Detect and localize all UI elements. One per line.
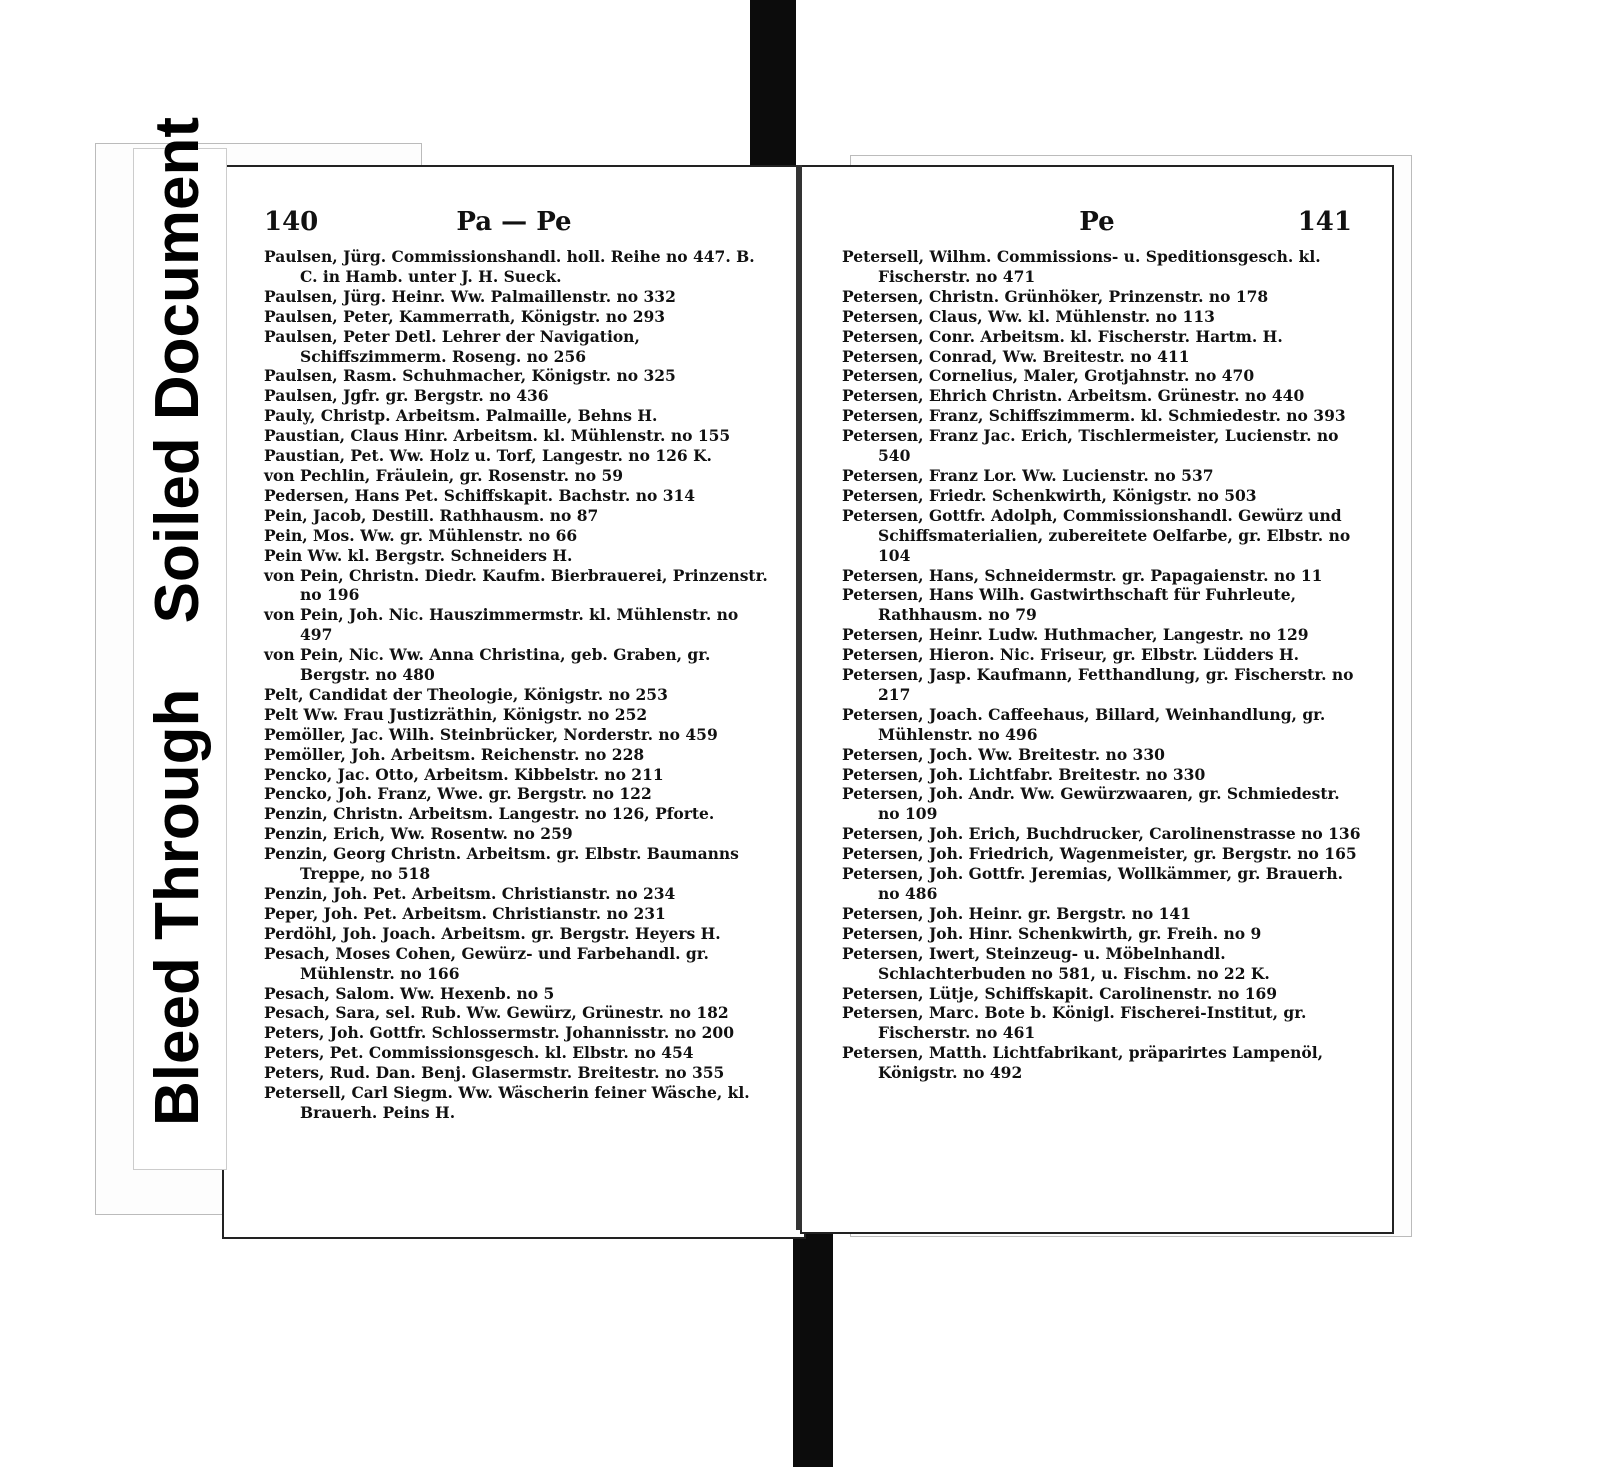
directory-entry: Perdöhl, Joh. Joach. Arbeitsm. gr. Bergstr. Heyers H. <box>264 923 721 943</box>
directory-entry: Paulsen, Jgfr. gr. Bergstr. no 436 <box>264 386 549 406</box>
directory-entry: Paustian, Pet. Ww. Holz u. Torf, Langestr. no 126 K. <box>264 446 712 466</box>
stamp-label-bleed-through: Bleed Through <box>143 688 212 1126</box>
directory-entry: Penzin, Joh. Pet. Arbeitsm. Christianstr. no 234 <box>264 884 676 903</box>
directory-entry: Petersen, Marc. Bote b. Königl. Fischerei-Institut, gr. Fischerstr. no 461 <box>842 1003 1307 1043</box>
directory-entry: Penzin, Georg Christn. Arbeitsm. gr. Elbstr. Baumanns Treppe, no 518 <box>264 844 739 884</box>
directory-entry: von Pein, Joh. Nic. Hauszimmermstr. kl. Mühlenstr. no 497 <box>264 605 739 645</box>
directory-entry: von Pein, Nic. Ww. Anna Christina, geb. Graben, gr. Bergstr. no 480 <box>264 645 711 685</box>
directory-entry: Pein, Jacob, Destill. Rathhausm. no 87 <box>264 505 599 525</box>
directory-entry: Pauly, Christp. Arbeitsm. Palmaille, Behns H. <box>264 406 658 426</box>
directory-entry: Paulsen, Peter, Kammerrath, Königstr. no 293 <box>264 306 666 326</box>
directory-entry: Petersen, Jasp. Kaufmann, Fetthandlung, gr. Fischerstr. no 217 <box>842 665 1354 704</box>
directory-entry: Petersen, Hans, Schneidermstr. gr. Papagaienstr. no 11 <box>842 565 1323 585</box>
directory-entry: Paustian, Claus Hinr. Arbeitsm. kl. Mühlenstr. no 155 <box>264 426 731 446</box>
directory-entry: Petersen, Christn. Grünhöker, Prinzenstr. no 178 <box>842 286 1269 306</box>
left-page-header <box>264 207 764 243</box>
directory-entry: Petersen, Matth. Lichtfabrikant, präparirtes Lampenöl, Königstr. no 492 <box>842 1043 1324 1083</box>
directory-entry: Petersen, Franz, Schiffszimmerm. kl. Schmiedestr. no 393 <box>842 406 1346 426</box>
directory-entry: Petersen, Conrad, Ww. Breitestr. no 411 <box>842 346 1190 366</box>
right-page <box>800 165 1394 1234</box>
directory-entry: Petersen, Joh. Friedrich, Wagenmeister, gr. Bergstr. no 165 <box>842 844 1357 864</box>
directory-entry: Petersen, Hieron. Nic. Friseur, gr. Elbstr. Lüdders H. <box>842 645 1300 665</box>
directory-entry: Petersen, Friedr. Schenkwirth, Königstr. no 503 <box>842 485 1257 505</box>
directory-entry: Petersen, Claus, Ww. kl. Mühlenstr. no 113 <box>842 306 1215 326</box>
directory-entry: Petersell, Carl Siegm. Ww. Wäscherin feiner Wäsche, kl. Brauerh. Peins H. <box>264 1083 750 1122</box>
directory-entry: Petersen, Joh. Andr. Ww. Gewürzwaaren, gr. Schmiedestr. no 109 <box>842 784 1340 824</box>
directory-entry: Pesach, Moses Cohen, Gewürz- und Farbehandl. gr. Mühlenstr. no 166 <box>264 943 709 983</box>
directory-entry: Penzin, Erich, Ww. Rosentw. no 259 <box>264 824 573 844</box>
directory-entry: Pencko, Jac. Otto, Arbeitsm. Kibbelstr. no 211 <box>264 764 664 784</box>
directory-entry: Pencko, Joh. Franz, Wwe. gr. Bergstr. no 122 <box>264 784 652 804</box>
gutter-shadow <box>796 165 802 1230</box>
directory-entry: Penzin, Christn. Arbeitsm. Langestr. no 126, Pforte. <box>264 804 715 824</box>
directory-entry: Petersen, Ehrich Christn. Arbeitsm. Grünestr. no 440 <box>842 386 1305 406</box>
directory-entry: Petersen, Joh. Erich, Buchdrucker, Carolinenstrasse no 136 <box>842 824 1361 844</box>
directory-entry: von Pechlin, Fräulein, gr. Rosenstr. no 59 <box>264 465 624 485</box>
directory-entry: Petersen, Iwert, Steinzeug- u. Möbelnhandl. Schlachterbuden no 581, u. Fischm. no 22 K. <box>842 943 1270 983</box>
right-page-entries <box>842 247 1364 1083</box>
directory-entry: Peters, Pet. Commissionsgesch. kl. Elbstr. no 454 <box>264 1043 694 1063</box>
directory-entry: Petersen, Lütje, Schiffskapit. Carolinenstr. no 169 <box>842 983 1278 1003</box>
binding-spine-top <box>750 0 796 165</box>
directory-entry: Petersell, Wilhm. Commissions- u. Speditionsgesch. kl. Fischerstr. no 471 <box>842 247 1321 286</box>
directory-entry: Paulsen, Jürg. Heinr. Ww. Palmaillenstr. no 332 <box>264 286 676 306</box>
directory-entry: Petersen, Joh. Heinr. gr. Bergstr. no 141 <box>842 903 1191 923</box>
directory-entry: Pesach, Salom. Ww. Hexenb. no 5 <box>264 983 555 1003</box>
directory-entry: Petersen, Gottfr. Adolph, Commissionshandl. Gewürz und Schiffsmaterialien, zubereitete Oelfarbe, gr. Elbstr. no 104 <box>842 505 1351 565</box>
binding-spine-bottom <box>793 1222 833 1467</box>
directory-entry: Pein Ww. kl. Bergstr. Schneiders H. <box>264 545 573 565</box>
directory-entry: Petersen, Joch. Ww. Breitestr. no 330 <box>842 744 1165 764</box>
directory-entry: Petersen, Franz Jac. Erich, Tischlermeister, Lucienstr. no 540 <box>842 426 1339 466</box>
directory-entry: Petersen, Hans Wilh. Gastwirthschaft für Fuhrleute, Rathhausm. no 79 <box>842 585 1297 625</box>
left-page-running-head: Pa — Pe <box>456 207 572 237</box>
right-page-header <box>842 207 1352 243</box>
directory-entry: Petersen, Joach. Caffeehaus, Billard, Weinhandlung, gr. Mühlenstr. no 496 <box>842 704 1326 744</box>
left-page <box>222 165 806 1239</box>
condition-stamp-text <box>133 116 223 1150</box>
right-page-running-head: Pe <box>1079 207 1115 237</box>
directory-entry: Petersen, Conr. Arbeitsm. kl. Fischerstr. Hartm. H. <box>842 326 1283 346</box>
directory-entry: Petersen, Joh. Gottfr. Jeremias, Wollkämmer, gr. Brauerh. no 486 <box>842 864 1344 903</box>
directory-entry: Petersen, Joh. Hinr. Schenkwirth, gr. Freih. no 9 <box>842 923 1262 943</box>
directory-entry: Pein, Mos. Ww. gr. Mühlenstr. no 66 <box>264 525 578 545</box>
right-page-number: 141 <box>1297 207 1352 237</box>
directory-entry: Pesach, Sara, sel. Rub. Ww. Gewürz, Grünestr. no 182 <box>264 1003 729 1023</box>
directory-entry: Pelt, Candidat der Theologie, Königstr. no 253 <box>264 684 668 704</box>
directory-entry: Petersen, Cornelius, Maler, Grotjahnstr. no 470 <box>842 366 1255 386</box>
stamp-label-soiled-document: Soiled Document <box>143 116 212 624</box>
left-page-number: 140 <box>264 207 319 237</box>
directory-entry: Petersen, Franz Lor. Ww. Lucienstr. no 537 <box>842 465 1214 485</box>
directory-entry: Pemöller, Joh. Arbeitsm. Reichenstr. no 228 <box>264 744 645 764</box>
directory-entry: Peters, Joh. Gottfr. Schlossermstr. Johannisstr. no 200 <box>264 1023 734 1043</box>
left-page-entries <box>264 247 776 1123</box>
directory-entry: Peters, Rud. Dan. Benj. Glasermstr. Breitestr. no 355 <box>264 1063 725 1083</box>
directory-entry: Petersen, Heinr. Ludw. Huthmacher, Langestr. no 129 <box>842 625 1309 645</box>
directory-entry: Pemöller, Jac. Wilh. Steinbrücker, Norderstr. no 459 <box>264 724 718 744</box>
directory-entry: von Pein, Christn. Diedr. Kaufm. Bierbrauerei, Prinzenstr. no 196 <box>264 565 768 605</box>
directory-entry: Paulsen, Rasm. Schuhmacher, Königstr. no 325 <box>264 366 676 386</box>
directory-entry: Paulsen, Peter Detl. Lehrer der Navigation, Schiffszimmerm. Roseng. no 256 <box>264 326 640 366</box>
directory-entry: Pelt Ww. Frau Justizräthin, Königstr. no 252 <box>264 704 648 724</box>
directory-entry: Petersen, Joh. Lichtfabr. Breitestr. no 330 <box>842 764 1206 784</box>
directory-entry: Paulsen, Jürg. Commissionshandl. holl. Reihe no 447. B. C. in Hamb. unter J. H. Sueck. <box>264 247 755 286</box>
directory-entry: Pedersen, Hans Pet. Schiffskapit. Bachstr. no 314 <box>264 485 696 505</box>
directory-entry: Peper, Joh. Pet. Arbeitsm. Christianstr. no 231 <box>264 903 666 923</box>
